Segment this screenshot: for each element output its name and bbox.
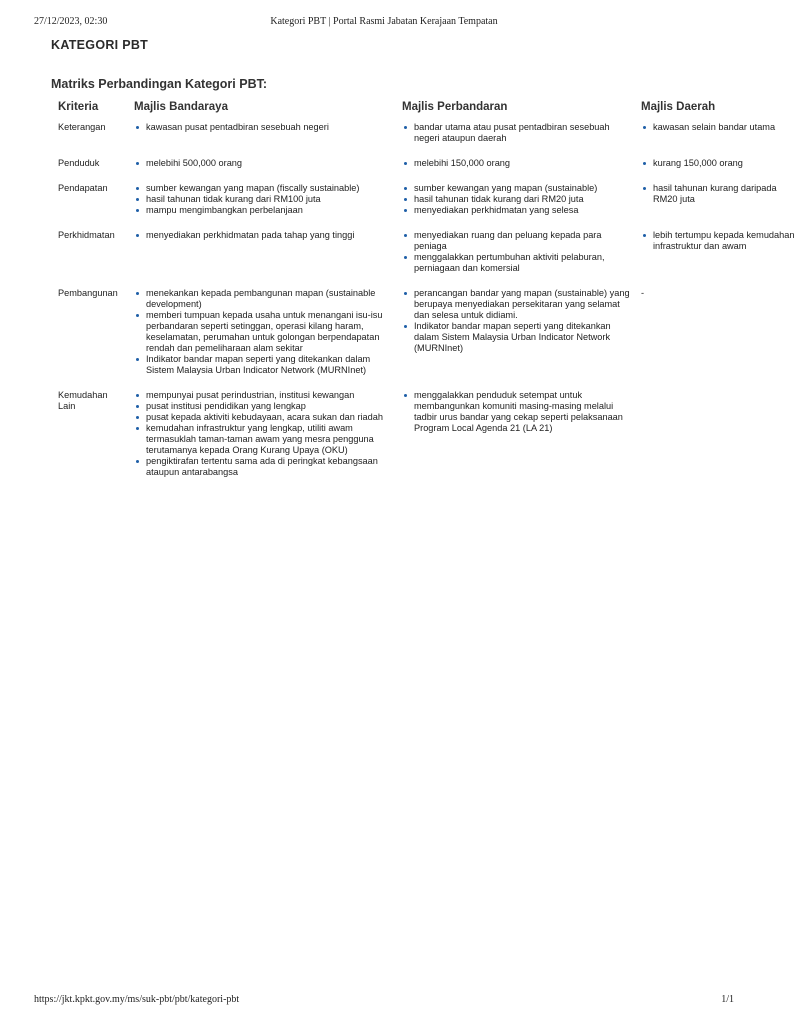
criteria-cell: Perkhidmatan: [58, 230, 115, 240]
section-title: Matriks Perbandingan Kategori PBT:: [51, 77, 268, 91]
daerah-cell: [641, 230, 811, 288]
table-row: [51, 230, 811, 288]
list-item: mempunyai pusat perindustrian, institusi kewangan: [134, 390, 394, 401]
header-majlis-bandaraya: Majlis Bandaraya: [134, 101, 228, 113]
perbandaran-cell: [402, 122, 641, 158]
list-item: sumber kewangan yang mapan (fiscally sustainable): [134, 183, 394, 194]
list-item: pusat institusi pendidikan yang lengkap: [134, 401, 394, 412]
table-row: [51, 183, 811, 230]
criteria-cell: Kemudahan Lain: [58, 390, 108, 411]
daerah-cell: [641, 183, 811, 230]
header-majlis-daerah: Majlis Daerah: [641, 101, 716, 113]
perbandaran-cell: [402, 230, 641, 288]
list-item: mampu mengimbangkan perbelanjaan: [134, 205, 394, 216]
bandaraya-cell: [134, 390, 402, 492]
list-item: lebih tertumpu kepada kemudahan infrastruktur dan awam: [641, 230, 803, 252]
list-item: kemudahan infrastruktur yang lengkap, utiliti awam termasuklah taman-taman awam yang mesra pengguna terutamanya kepada Orang Kurang Upaya (OKU): [134, 423, 394, 456]
list-item: pengiktirafan tertentu sama ada di peringkat kebangsaan ataupun antarabangsa: [134, 456, 394, 478]
page-title: KATEGORI PBT: [51, 38, 149, 52]
criteria-cell: Keterangan: [58, 122, 106, 132]
print-page-number: 1/1: [721, 994, 734, 1005]
list-item: memberi tumpuan kepada usaha untuk menangani isu-isu perbandaran seperti setinggan, operasi kilang haram, keselamatan, perumahan untuk golongan berpendapatan rendah dan pemeliharaan alam sekitar: [134, 310, 394, 354]
list-item: Indikator bandar mapan seperti yang ditekankan dalam Sistem Malaysia Urban Indicator Network (MURNInet): [402, 321, 633, 354]
list-item: melebihi 500,000 orang: [134, 158, 394, 169]
print-document-title: Kategori PBT | Portal Rasmi Jabatan Kerajaan Tempatan: [270, 16, 498, 27]
daerah-cell: [641, 390, 811, 492]
list-item: kurang 150,000 orang: [641, 158, 803, 169]
bandaraya-cell: [134, 158, 402, 183]
print-url: https://jkt.kpkt.gov.my/ms/suk-pbt/pbt/kategori-pbt: [34, 994, 240, 1005]
empty-value-dash: -: [641, 288, 645, 298]
daerah-cell: [641, 288, 811, 390]
comparison-table: [51, 96, 811, 492]
perbandaran-cell: [402, 183, 641, 230]
bandaraya-cell: [134, 288, 402, 390]
print-datetime: 27/12/2023, 02:30: [34, 16, 108, 27]
table-header-row: [51, 96, 811, 122]
perbandaran-cell: [402, 158, 641, 183]
list-item: bandar utama atau pusat pentadbiran sesebuah negeri ataupun daerah: [402, 122, 633, 144]
print-footer: [34, 994, 734, 1008]
list-item: Indikator bandar mapan seperti yang ditekankan dalam Sistem Malaysia Urban Indicator Network (MURNInet): [134, 354, 394, 376]
list-item: menekankan kepada pembangunan mapan (sustainable development): [134, 288, 394, 310]
header-majlis-perbandaran: Majlis Perbandaran: [402, 101, 508, 113]
list-item: menggalakkan pertumbuhan aktiviti pelaburan, perniagaan dan komersial: [402, 252, 633, 274]
list-item: hasil tahunan tidak kurang dari RM20 juta: [402, 194, 633, 205]
criteria-cell: Pembangunan: [58, 288, 118, 298]
comparison-table-container: [51, 96, 795, 556]
list-item: pusat kepada aktiviti kebudayaan, acara sukan dan riadah: [134, 412, 394, 423]
list-item: menyediakan perkhidmatan pada tahap yang tinggi: [134, 230, 394, 241]
list-item: menggalakkan penduduk setempat untuk membangunkan komuniti masing-masing melalui tadbir urus bandar yang cekap seperti pelaksanaan Program Local Agenda 21 (LA 21): [402, 390, 633, 434]
bandaraya-cell: [134, 122, 402, 158]
bandaraya-cell: [134, 183, 402, 230]
criteria-cell: Penduduk: [58, 158, 100, 168]
list-item: kawasan pusat pentadbiran sesebuah negeri: [134, 122, 394, 133]
print-header: [34, 16, 734, 30]
list-item: kawasan selain bandar utama: [641, 122, 803, 133]
bandaraya-cell: [134, 230, 402, 288]
list-item: hasil tahunan tidak kurang dari RM100 juta: [134, 194, 394, 205]
list-item: menyediakan perkhidmatan yang selesa: [402, 205, 633, 216]
list-item: sumber kewangan yang mapan (sustainable): [402, 183, 633, 194]
list-item: hasil tahunan kurang daripada RM20 juta: [641, 183, 803, 205]
list-item: melebihi 150,000 orang: [402, 158, 633, 169]
criteria-cell: Pendapatan: [58, 183, 108, 193]
header-kriteria: Kriteria: [58, 101, 99, 113]
table-row: [51, 122, 811, 158]
list-item: perancangan bandar yang mapan (sustainable) yang berupaya menyediakan persekitaran yang selamat dan selesa untuk didiami.: [402, 288, 633, 321]
table-row: [51, 158, 811, 183]
table-row: [51, 390, 811, 492]
perbandaran-cell: [402, 390, 641, 492]
table-row: [51, 288, 811, 390]
daerah-cell: [641, 122, 811, 158]
perbandaran-cell: [402, 288, 641, 390]
daerah-cell: [641, 158, 811, 183]
list-item: menyediakan ruang dan peluang kepada para peniaga: [402, 230, 633, 252]
